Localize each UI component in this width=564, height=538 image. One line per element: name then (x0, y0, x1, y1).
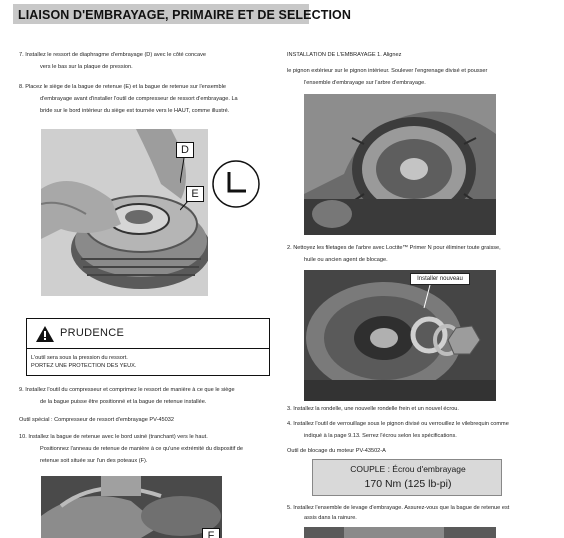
step-4-line-2: indiqué à la page 9.13. Serrez l'écrou selon les spécifications. (304, 433, 457, 439)
clutch-assembly-photo (304, 94, 496, 235)
caution-line-1: L'outil sera sous la pression du ressort. (31, 355, 128, 361)
step-7-line-1: 7. Installez le ressort de diaphragme d'embrayage (D) avec le côté concave (19, 52, 207, 58)
step-8-line-2: d'embrayage avant d'installer l'outil de compresseur de ressort d'embrayage. La (40, 96, 238, 102)
step-10-line-1: 10. Installez la bague de retenue avec le bord usiné (tranchant) vers le haut. (19, 434, 208, 440)
install-new-tag: Installer nouveau (410, 273, 470, 285)
step-2-line-2: huile ou ancien agent de blocage. (304, 257, 388, 263)
seat-profile-inset-icon (211, 159, 261, 209)
torque-spec-box (312, 459, 502, 496)
step-8-line-1: 8. Placez le siège de la bague de retenue (E) et la bague de retenue sur l'ensemble (19, 84, 226, 90)
step-5-line-2: assis dans la rainure. (304, 515, 357, 521)
page-title: LIAISON D'EMBRAYAGE, PRIMAIRE ET DE SELECTION (18, 8, 351, 22)
caution-title: PRUDENCE (60, 327, 125, 339)
step-10-line-3: retenue soit située sur l'un des poteaux (F). (40, 458, 148, 464)
lock-tool-label: Outil de blocage du moteur PV-43502-A (287, 448, 386, 454)
callout-e: E (186, 186, 204, 202)
caution-box (26, 318, 270, 376)
step-9-line-2: de la bague puisse être positionné et la bague de retenue installée. (40, 399, 207, 405)
caution-header (27, 319, 269, 349)
install-heading: INSTALLATION DE L'EMBRAYAGE 1. Alignez (287, 52, 402, 58)
step-1-line-1: le pignon extérieur sur le pignon intérieur. Soulever l'engrenage divisé et pousser (287, 68, 488, 74)
washer-nut-photo (304, 270, 496, 401)
caution-line-2: PORTEZ UNE PROTECTION DES YEUX. (31, 363, 137, 369)
step-8-line-3: bride sur le bord intérieur du siège est tournée vers le HAUT, comme illustré. (40, 108, 230, 114)
special-tool-label: Outil spécial : Compresseur de ressort d'embrayage PV-45032 (19, 417, 174, 423)
step-9-line-1: 9. Installez l'outil du compresseur et comprimez le ressort de manière à ce que le siège (19, 387, 235, 393)
callout-f: F (202, 528, 220, 538)
step-5-line-1: 5. Installez l'ensemble de levage d'embrayage. Assurez-vous que la bague de retenue est (287, 505, 510, 511)
retaining-ring-photo (41, 476, 222, 538)
callout-leader-lines (180, 155, 210, 215)
tag-leader-line (420, 284, 440, 310)
step-2-line-1: 2. Nettoyez les filetages de l'arbre avec Loctite™ Primer N pour éliminer toute graisse, (287, 245, 501, 251)
step-3: 3. Installez la rondelle, une nouvelle rondelle frein et un nouvel écrou. (287, 406, 459, 412)
torque-value: 170 Nm (125 lb-pi) (364, 478, 452, 490)
lift-assembly-photo (304, 527, 496, 538)
step-4-line-1: 4. Installez l'outil de verrouillage sous le pignon divisé ou verrouillez le vilebrequin comme (287, 421, 509, 427)
callout-d: D (176, 142, 194, 158)
step-1-line-2: l'ensemble d'embrayage sur l'arbre d'embrayage. (304, 80, 426, 86)
torque-label: COUPLE : Écrou d'embrayage (350, 464, 466, 474)
warning-triangle-icon (35, 325, 55, 343)
step-10-line-2: Positionnez l'anneau de retenue de manière à ce qu'une extrémité du dispositif de (40, 446, 244, 452)
step-7-line-2: vers le bas sur la plaque de pression. (40, 64, 133, 70)
